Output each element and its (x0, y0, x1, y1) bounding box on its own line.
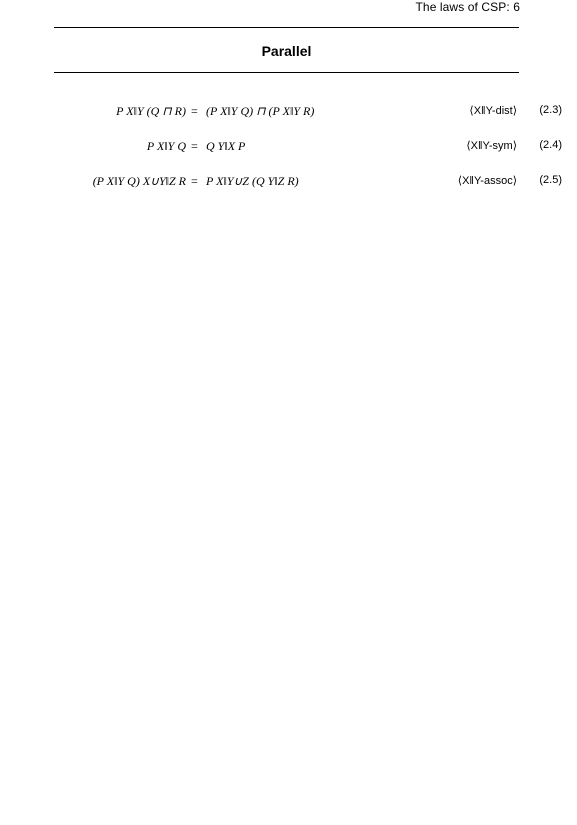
equation-number: (2.3) (539, 104, 562, 116)
law-name: ⟨X‖Y-sym⟩ (466, 140, 517, 152)
equation-number: (2.5) (539, 174, 562, 186)
law-lhs: (P X‖Y Q) X∪Y‖Z R (92, 174, 186, 188)
law-rhs: Q Y‖X P (206, 139, 246, 153)
law-lhs: P X‖Y Q (146, 139, 186, 153)
equals-sign: = (191, 104, 198, 118)
law-name: ⟨X‖Y-dist⟩ (469, 105, 517, 117)
equals-sign: = (191, 174, 198, 188)
bottom-rule (54, 72, 519, 73)
section-title: Parallel (261, 43, 312, 59)
law-rhs: P X‖Y∪Z (Q Y‖Z R) (206, 174, 299, 188)
law-row-dist (0, 104, 577, 124)
law-name: ⟨X‖Y-assoc⟩ (457, 175, 517, 187)
running-header: The laws of CSP: 6 (415, 0, 520, 14)
equals-sign: = (191, 139, 198, 153)
law-rhs: (P X‖Y Q) ⊓ (P X‖Y R) (206, 104, 315, 118)
equation-number: (2.4) (539, 139, 562, 151)
law-lhs: P X‖Y (Q ⊓ R) (116, 104, 186, 118)
top-rule (54, 27, 519, 28)
law-row-assoc (0, 174, 577, 194)
law-row-sym (0, 139, 577, 159)
